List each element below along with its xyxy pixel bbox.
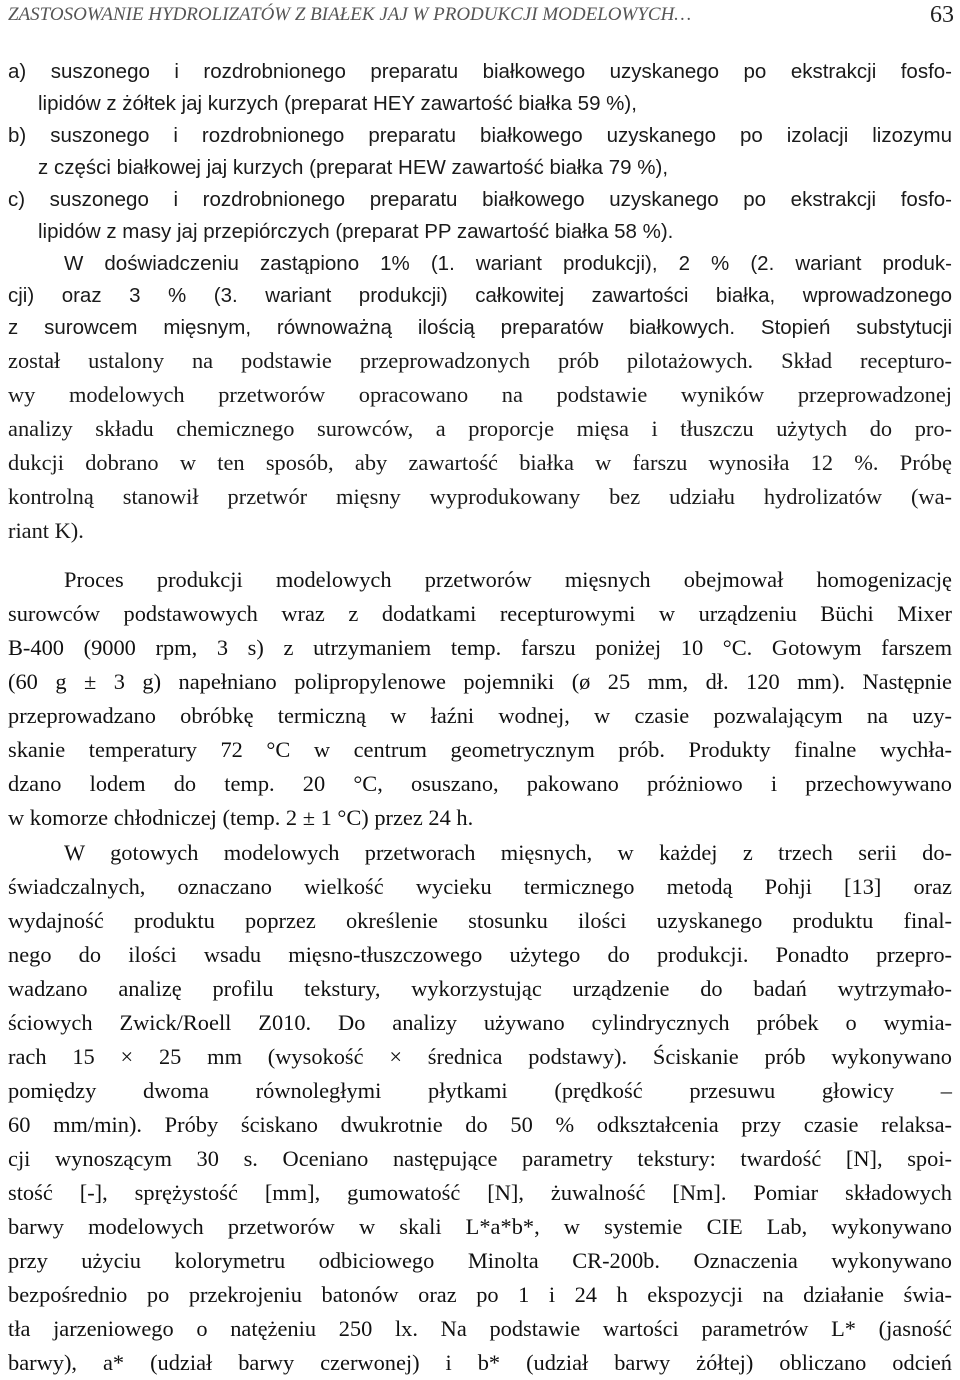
list-line: dukcji dobrano w ten sposób, aby zawartość białka w farszu wynosiła 12 %. Próbę [8, 450, 952, 475]
list-line: został ustalony na podstawie przeprowadzonych prób pilotażowych. Skład recepturo- [8, 348, 952, 373]
list-line: W doświadczeniu zastąpiono 1% (1. wariant produkcji), 2 % (2. wariant produk- [64, 252, 952, 275]
list-line: z surowcem mięsnym, równoważną ilością preparatów białkowych. Stopień substytucji [8, 316, 952, 339]
paragraph-line: nego do ilości wsadu mięsno-tłuszczowego użytego do produkcji. Ponadto przepro- [8, 942, 952, 967]
list-line: kontrolną stanowił przetwór mięsny wyprodukowany bez udziału hydrolizatów (wa- [8, 484, 952, 509]
paragraph-line: B-400 (9000 rpm, 3 s) z utrzymaniem temp. farszu poniżej 10 °C. Gotowym farszem [8, 635, 952, 660]
paragraph-line: Proces produkcji modelowych przetworów mięsnych obejmował homogenizację [64, 567, 952, 592]
paragraph-line: wadzano analizę profilu tekstury, wykorzystując urządzenie do badań wytrzymało- [8, 976, 952, 1001]
paragraph-line: bezpośrednio po przekrojeniu batonów oraz po 1 i 24 h ekspozycji na działanie świa- [8, 1282, 952, 1307]
paragraph-line: przy użyciu kolorymetru odbiciowego Minolta CR-200b. Oznaczenia wykonywano [8, 1248, 952, 1273]
paragraph-line: tła jarzeniowego o natężeniu 250 lx. Na podstawie wartości parametrów L* (jasność [8, 1316, 952, 1341]
list-line: cji) oraz 3 % (3. wariant produkcji) całkowitej zawartości białka, wprowadzonego [8, 284, 952, 307]
paragraph-line: W gotowych modelowych przetworach mięsnych, w każdej z trzech serii do- [64, 840, 952, 865]
paragraph-line: pomiędzy dwoma równoległymi płytkami (prędkość przesuwu głowicy – [8, 1078, 952, 1103]
paragraph-line: (60 g ± 3 g) napełniano polipropylenowe pojemniki (ø 25 mm, dł. 120 mm). Następnie [8, 669, 952, 694]
page-number: 63 [930, 2, 954, 28]
list-line: analizy składu chemicznego surowców, a proporcje mięsa i tłuszczu użytych do pro- [8, 416, 952, 441]
paragraph-line: 60 mm/min). Próby ściskano dwukrotnie do 50 % odkształcenia przy czasie relaksa- [8, 1112, 952, 1137]
paragraph-line: barwy modelowych przetworów w skali L*a*b*, w systemie CIE Lab, wykonywano [8, 1214, 952, 1239]
list-line: a) suszonego i rozdrobnionego preparatu białkowego uzyskanego po ekstrakcji fosfo- [8, 60, 952, 83]
running-title: ZASTOSOWANIE HYDROLIZATÓW Z BIAŁEK JAJ W PRODUKCJI MODELOWYCH… [8, 4, 692, 25]
paragraph-line: dzano lodem do temp. 20 °C, osuszano, pakowano próżniowo i przechowywano [8, 771, 952, 796]
list-line: lipidów z masy jaj przepiórczych (preparat PP zawartość białka 58 %). [38, 220, 674, 243]
paragraph-line: surowców podstawowych wraz z dodatkami recepturowymi w urządzeniu Büchi Mixer [8, 601, 952, 626]
paragraph-line: w komorze chłodniczej (temp. 2 ± 1 °C) przez 24 h. [8, 805, 474, 830]
paragraph-line: stość [-], sprężystość [mm], gumowatość [N], żuwalność [Nm]. Pomiar składowych [8, 1180, 952, 1205]
list-line: z części białkowej jaj kurzych (preparat HEW zawartość białka 79 %), [38, 156, 669, 179]
list-line: wy modelowych przetworów opracowano na podstawie wyników przeprowadzonej [8, 382, 952, 407]
paragraph-line: wydajność produktu poprzez określenie stosunku ilości uzyskanego produktu final- [8, 908, 952, 933]
paragraph-line: przeprowadzano obróbkę termiczną w łaźni wodnej, w czasie pozwalającym na uzy- [8, 703, 952, 728]
paragraph-line: rach 15 × 25 mm (wysokość × średnica podstawy). Ściskanie prób wykonywano [8, 1044, 952, 1069]
list-line: c) suszonego i rozdrobnionego preparatu białkowego uzyskanego po ekstrakcji fosfo- [8, 188, 952, 211]
paragraph-line: ściowych Zwick/Roell Z010. Do analizy używano cylindrycznych próbek o wymia- [8, 1010, 952, 1035]
list-line: riant K). [8, 518, 84, 543]
paragraph-line: barwy), a* (udział barwy czerwonej) i b* (udział barwy żółtej) obliczano odcień [8, 1350, 952, 1375]
paragraph-line: cji wynoszącym 30 s. Oceniano następujące parametry tekstury: twardość [N], spoi- [8, 1146, 952, 1171]
running-header [8, 2, 954, 34]
list-line: lipidów z żółtek jaj kurzych (preparat HEY zawartość białka 59 %), [38, 92, 637, 115]
paragraph-line: skanie temperatury 72 °C w centrum geometrycznym prób. Produkty finalne wychła- [8, 737, 952, 762]
paragraph-line: świadczalnych, oznaczano wielkość wycieku termicznego metodą Pohji [13] oraz [8, 874, 952, 899]
list-line: b) suszonego i rozdrobnionego preparatu białkowego uzyskanego po izolacji lizozymu [8, 124, 952, 147]
